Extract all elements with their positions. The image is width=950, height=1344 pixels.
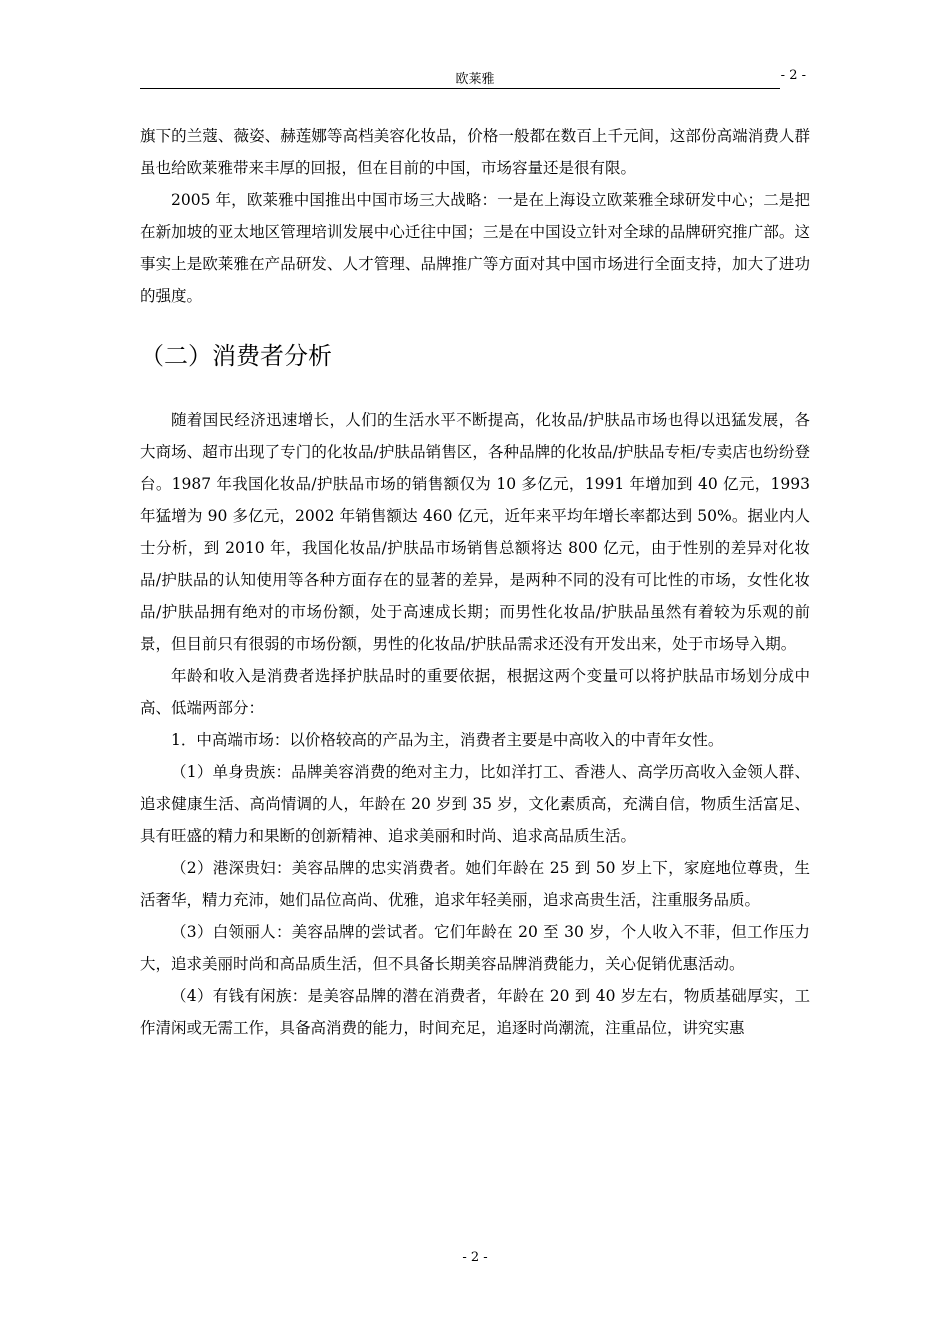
header-rule	[140, 88, 780, 89]
list-item: （3）白领丽人：美容品牌的尝试者。它们年龄在 20 至 30 岁，个人收入不菲，但工作压力大，追求美丽时尚和高品质生活，但不具备长期美容品牌消费能力，关心促销优惠活动。	[140, 923, 810, 973]
page-header	[140, 66, 810, 90]
paragraph: 2005 年，欧莱雅中国推出中国市场三大战略：一是在上海设立欧莱雅全球研发中心；二是把在新加坡的亚太地区管理培训发展中心迁往中国；三是在中国设立针对全球的品牌研究推广部。这事实上是欧莱雅在产品研发、人才管理、品牌推广等方面对其中国市场进行全面支持，加大了进功的强度。	[140, 191, 810, 305]
header-title: 欧莱雅	[455, 72, 495, 87]
list-item: 1．中高端市场：以价格较高的产品为主，消费者主要是中高收入的中青年女性。	[171, 731, 724, 749]
paragraph: 旗下的兰蔻、薇姿、赫莲娜等高档美容化妆品，价格一般都在数百上千元间，这部份高端消费人群虽也给欧莱雅带来丰厚的回报，但在目前的中国，市场容量还是很有限。	[140, 127, 810, 177]
paragraph: 随着国民经济迅速增长，人们的生活水平不断提高，化妆品/护肤品市场也得以迅猛发展，各大商场、超市出现了专门的化妆品/护肤品销售区，各种品牌的化妆品/护肤品专柜/专卖店也纷纷登台。1987 年我国化妆品/护肤品市场的销售额仅为 10 多亿元，1991 年增加到 40 亿元，1993 年猛增为 90 多亿元，2002 年销售额达 460 亿元，近年来平均年增长率都达到 50%。据业内人士分析，到 2010 年，我国化妆品/护肤品市场销售总额将达 800 亿元，由于性别的差异对化妆品/护肤品的认知使用等各种方面存在的显著的差异，是两种不同的没有可比性的市场，女性化妆品/护肤品拥有绝对的市场份额，处于高速成长期；而男性化妆品/护肤品虽然有着较为乐观的前景，但目前只有很弱的市场份额，男性的化妆品/护肤品需求还没有开发出来，处于市场导入期。	[140, 411, 810, 653]
list-item: （2）港深贵妇：美容品牌的忠实消费者。她们年龄在 25 到 50 岁上下，家庭地位尊贵，生活奢华，精力充沛，她们品位高尚、优雅，追求年轻美丽，追求高贵生活，注重服务品质。	[140, 859, 810, 909]
document-body	[140, 120, 810, 1044]
header-page-number: - 2 -	[780, 68, 806, 83]
section-heading: （二）消费者分析	[140, 342, 332, 370]
list-item: （4）有钱有闲族：是美容品牌的潜在消费者，年龄在 20 到 40 岁左右，物质基础厚实，工作清闲或无需工作，具备高消费的能力，时间充足，追逐时尚潮流，注重品位，讲究实惠	[140, 987, 810, 1037]
page-footer	[0, 1250, 950, 1265]
paragraph: 年龄和收入是消费者选择护肤品时的重要依据，根据这两个变量可以将护肤品市场划分成中高、低端两部分：	[140, 667, 810, 717]
footer-page-number: - 2 -	[462, 1250, 488, 1265]
list-item: （1）单身贵族：品牌美容消费的绝对主力，比如洋打工、香港人、高学历高收入金领人群、追求健康生活、高尚情调的人，年龄在 20 岁到 35 岁，文化素质高，充满自信，物质生活富足、具有旺盛的精力和果断的创新精神、追求美丽和时尚、追求高品质生活。	[140, 763, 810, 845]
